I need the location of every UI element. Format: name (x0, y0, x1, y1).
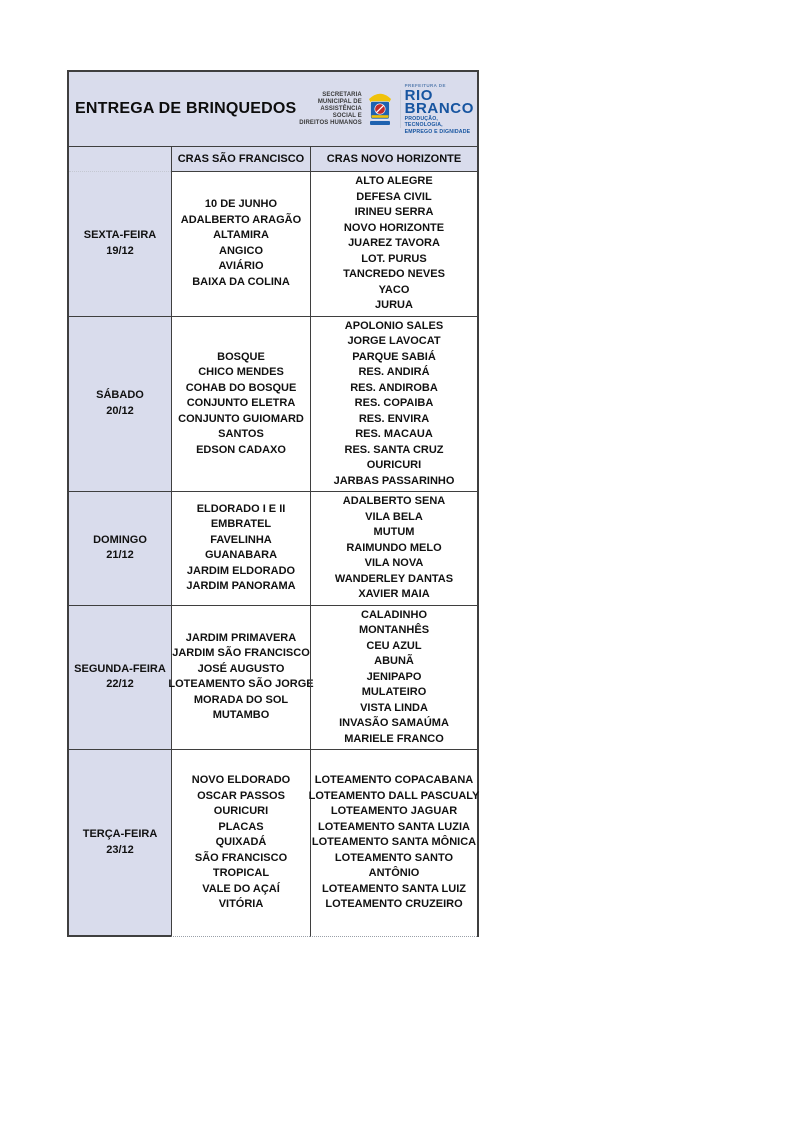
neighborhood: ABUNÃ (374, 655, 414, 667)
neighborhood: ADALBERTO SENA (342, 495, 446, 507)
neighborhood: ANTÔNIO (368, 867, 420, 880)
city-crest-icon (366, 88, 394, 130)
neighborhood: VILA NOVA (364, 557, 424, 569)
neighborhood: JURUA (375, 299, 413, 311)
neighborhood: NOVO HORIZONTE (343, 221, 445, 234)
neighborhood: LOTEAMENTO JAGUAR (330, 805, 458, 818)
neighborhood: MARIELE FRANCO (344, 732, 444, 745)
neighborhood: JARDIM SÃO FRANCISCO (172, 647, 310, 660)
cras-sao-francisco-cell (171, 172, 310, 316)
neighborhood: ADALBERTO ARAGÃO (180, 213, 302, 226)
delivery-schedule-table (67, 70, 479, 937)
neighborhood: RAIMUNDO MELO (346, 541, 442, 554)
cras-sao-francisco-cell (171, 750, 310, 937)
cras-novo-horizonte-cell (310, 606, 477, 750)
neighborhood: PARQUE SABIÁ (352, 350, 436, 363)
neighborhood: INVASÃO SAMAÚMA (339, 717, 449, 729)
secretaria-line: ASSISTÊNCIA SOCIAL E (320, 105, 362, 119)
neighborhood: MONTANHÊS (358, 624, 430, 636)
neighborhood: LOTEAMENTO SANTA LUIZ (321, 882, 466, 895)
neighborhood: SÃO FRANCISCO (194, 851, 288, 864)
secretaria-line: DIREITOS HUMANOS (299, 119, 362, 126)
day-cell (69, 172, 171, 316)
schedule-row-3 (69, 491, 477, 605)
cras-novo-horizonte-cell (310, 172, 477, 316)
neighborhood: BAIXA DA COLINA (192, 275, 290, 288)
city-name-line: RIO (404, 87, 434, 104)
day-date: 19/12 (106, 244, 134, 257)
neighborhood: EDSON CADAXO (196, 443, 286, 456)
neighborhood: IRINEU SERRA (354, 206, 434, 218)
neighborhood: ALTAMIRA (213, 229, 269, 242)
neighborhood: COHAB DO BOSQUE (185, 381, 297, 394)
schedule-row-5 (69, 749, 480, 937)
schedule-rows (69, 172, 480, 937)
neighborhood: LOTEAMENTO SÃO JORGE (168, 678, 314, 691)
day-name: SEGUNDA-FEIRA (74, 662, 166, 675)
logo-tagline: EMPREGO E DIGNIDADE (404, 129, 471, 135)
neighborhood: RES. SANTA CRUZ (344, 443, 444, 456)
day-cell (69, 606, 171, 750)
neighborhood: JARDIM ELDORADO (186, 564, 296, 577)
neighborhood: JARDIM PANORAMA (186, 580, 296, 593)
neighborhood: EMBRATEL (210, 518, 272, 531)
neighborhood: BOSQUE (217, 350, 265, 363)
neighborhood: ALTO ALEGRE (355, 175, 433, 187)
day-date: 23/12 (106, 843, 134, 856)
day-cell (69, 750, 171, 937)
day-date: 20/12 (106, 404, 134, 417)
neighborhood: JARBAS PASSARINHO (333, 474, 455, 487)
cras-sao-francisco-cell (171, 492, 310, 605)
neighborhood: MORADA DO SOL (193, 693, 289, 706)
neighborhood: LOT. PURUS (361, 252, 427, 265)
neighborhood: CALADINHO (361, 608, 427, 621)
neighborhood: JOSÉ AUGUSTO (197, 662, 285, 675)
neighborhood: LOTEAMENTO SANTA LUZIA (318, 820, 470, 833)
neighborhood: TROPICAL (212, 867, 270, 880)
neighborhood: OSCAR PASSOS (197, 789, 285, 802)
prefeitura-label: PREFEITURA DE (404, 83, 446, 88)
neighborhood: RES. ANDIROBA (350, 381, 438, 394)
neighborhood: VALE DO AÇAÍ (202, 882, 280, 895)
neighborhood: JENIPAPO (366, 670, 422, 683)
neighborhood: XAVIER MAIA (358, 588, 430, 600)
neighborhood: QUIXADÁ (215, 836, 267, 849)
neighborhood: WANDERLEY DANTAS (334, 572, 454, 585)
neighborhood: MUTAMBO (212, 709, 270, 722)
neighborhood: OURICURI (213, 805, 269, 818)
neighborhood: MUTUM (373, 526, 415, 538)
logo-tagline: PRODUÇÃO, TECNOLOGIA, (404, 116, 443, 128)
column-header-row (69, 147, 477, 172)
cras-sao-francisco-cell (168, 606, 314, 750)
neighborhood: JORGE LAVOCAT (347, 335, 441, 347)
logo-group (296, 83, 474, 135)
day-column-header (69, 147, 171, 172)
cras-novo-horizonte-cell (308, 750, 480, 937)
neighborhood: CONJUNTO GUIOMARD (178, 412, 304, 425)
day-cell (69, 492, 171, 605)
title-block (69, 72, 477, 147)
neighborhood: VISTA LINDA (360, 701, 428, 714)
schedule-row-4 (69, 605, 477, 750)
neighborhood: ANGICO (219, 244, 263, 257)
day-date: 22/12 (106, 678, 134, 691)
cras-novo-horizonte-cell (310, 492, 477, 605)
neighborhood: VILA BELA (365, 510, 423, 523)
neighborhood: 10 DE JUNHO (204, 198, 278, 211)
neighborhood: GUANABARA (204, 549, 278, 562)
logo-divider (400, 90, 401, 128)
neighborhood: NOVO ELDORADO (191, 774, 291, 787)
page-title: ENTREGA DE BRINQUEDOS (75, 100, 297, 117)
neighborhood: VITÓRIA (218, 898, 264, 911)
day-cell (69, 317, 171, 492)
neighborhood: LOTEAMENTO DALL PASCUALY (308, 789, 480, 802)
schedule-row-2 (69, 316, 477, 492)
day-date: 21/12 (106, 549, 134, 562)
neighborhood: CEU AZUL (366, 639, 422, 652)
cras-sao-francisco-cell (171, 317, 310, 492)
neighborhood: RES. COPAIBA (354, 397, 434, 409)
day-name: SEXTA-FEIRA (83, 229, 157, 242)
neighborhood: LOTEAMENTO SANTA MÔNICA (311, 836, 477, 849)
day-name: SÁBADO (96, 389, 144, 402)
neighborhood: CONJUNTO ELETRA (186, 397, 296, 409)
cras-sao-francisco-header: CRAS SÃO FRANCISCO (171, 147, 310, 172)
neighborhood: OURICURI (366, 459, 422, 471)
neighborhood: SANTOS (218, 428, 264, 440)
day-name: TERÇA-FEIRA (82, 828, 158, 840)
neighborhood: MULATEIRO (361, 686, 427, 698)
cras-novo-horizonte-cell (310, 317, 477, 492)
neighborhood: ELDORADO I E II (196, 502, 286, 515)
neighborhood: LOTEAMENTO SANTO (334, 851, 454, 864)
neighborhood: YACO (378, 283, 410, 296)
neighborhood: DEFESA CIVIL (356, 190, 432, 203)
neighborhood: APOLONIO SALES (344, 319, 444, 332)
neighborhood: JUAREZ TAVORA (348, 237, 440, 249)
neighborhood: CHICO MENDES (198, 366, 284, 378)
neighborhood: FAVELINHA (210, 533, 272, 546)
rio-branco-logo (405, 83, 474, 135)
neighborhood: RES. ANDIRÁ (358, 366, 430, 378)
secretaria-text (296, 92, 361, 127)
day-name: DOMINGO (93, 533, 147, 546)
neighborhood: AVIÁRIO (218, 260, 264, 273)
secretaria-line: SECRETARIA MUNICIPAL DE (317, 91, 362, 105)
neighborhood: LOTEAMENTO COPACABANA (314, 774, 474, 787)
cras-novo-horizonte-header: CRAS NOVO HORIZONTE (310, 147, 477, 172)
neighborhood: RES. ENVIRA (358, 412, 430, 425)
neighborhood: RES. MACAUA (355, 428, 433, 440)
neighborhood: TANCREDO NEVES (343, 268, 445, 280)
neighborhood: JARDIM PRIMAVERA (185, 631, 297, 644)
neighborhood: PLACAS (218, 820, 264, 833)
neighborhood: LOTEAMENTO CRUZEIRO (325, 898, 463, 911)
city-name-line: BRANCO (404, 100, 474, 117)
schedule-row-1 (69, 172, 477, 316)
